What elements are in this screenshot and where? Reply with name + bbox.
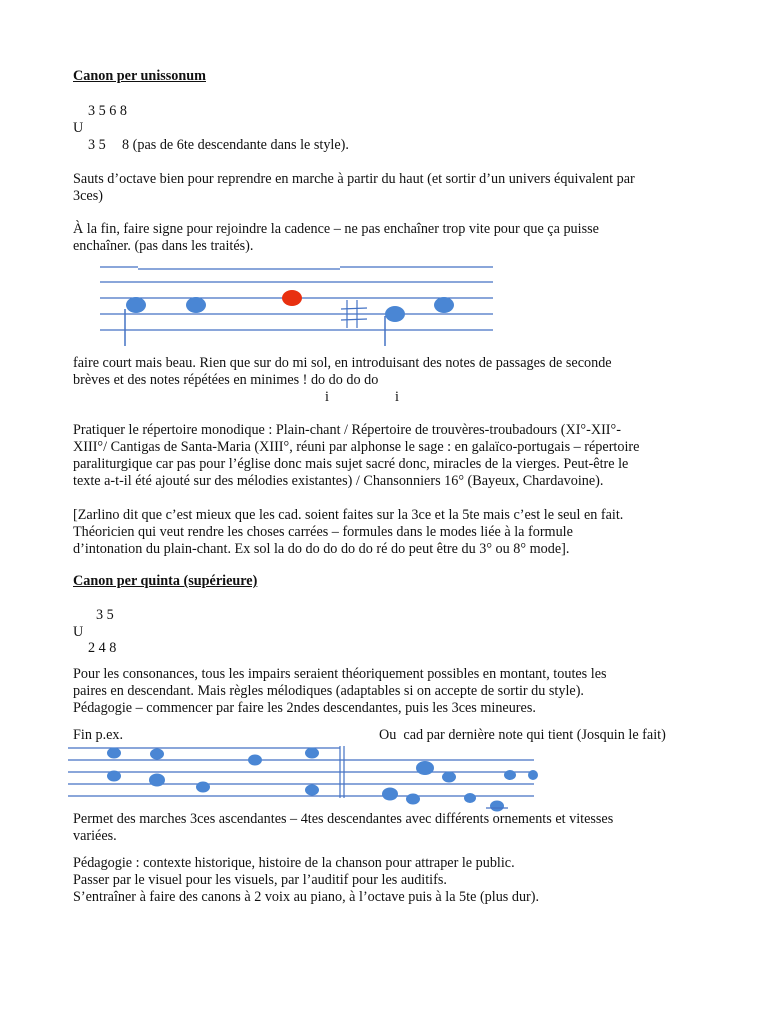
paragraph-octave-l1: Sauts d’octave bien pour reprendre en marche à partir du haut (et sortir d’un univers équivalent par (73, 171, 635, 187)
paragraph-repertoire-l2: XIII°/ Cantigas de Santa-Maria (XIII°, réuni par alphonse le sage : en galaïco-portugais – répertoire (73, 439, 640, 455)
note-head (464, 793, 476, 803)
paragraph-repertoire-l4: texte a-t-il été ajouté sur des mélodies existantes) / Chansonniers 16° (Bayeux, Chardavoine). (73, 473, 604, 489)
note-head-highlight (282, 290, 302, 306)
note-head (186, 297, 206, 313)
staff-lines (68, 746, 534, 798)
under-mark-1: i (325, 389, 329, 405)
unison-mark-2: U (73, 624, 84, 640)
paragraph-zarlino-l2: Théoricien qui veut rendre les choses carrées – formules dans le modes liée à la formule (73, 524, 573, 540)
note-head (504, 770, 516, 780)
interval-lower-row: 3 5 (88, 137, 106, 153)
paragraph-marches-l1: Permet des marches 3ces ascendantes – 4tes descendantes avec différents ornements et vitesses (73, 811, 614, 827)
notes (107, 748, 538, 812)
paragraph-pedagogie-l1: Pédagogie : contexte historique, histoire de la chanson pour attraper le public. (73, 855, 515, 871)
note-head (416, 761, 434, 775)
paragraph-consonances-l1: Pour les consonances, tous les impairs seraient théoriquement possibles en montant, toutes les (73, 666, 607, 682)
note-head (149, 774, 165, 787)
paragraph-zarlino-l1: [Zarlino dit que c’est mieux que les cad. soient faites sur la 3ce et la 5te mais c’est le seul en fait. (73, 507, 624, 523)
interval-upper-row-2: 3 5 (96, 607, 114, 623)
note-head (528, 770, 538, 780)
note-head (382, 788, 398, 801)
example-right-label: Ou cad par dernière note qui tient (Josquin le fait) (379, 727, 666, 743)
paragraph-zarlino-l3: d’intonation du plain-chant. Ex sol la do do do do do ré do peut être du 3° ou 8° mode]. (73, 541, 570, 557)
unison-mark: U (73, 120, 84, 136)
example-left-label: Fin p.ex. (73, 727, 124, 743)
note-head (385, 306, 405, 322)
note-head (305, 748, 319, 759)
note-head (434, 297, 454, 313)
note-head (150, 749, 164, 760)
note-head (305, 785, 319, 796)
note-head (490, 801, 504, 812)
paragraph-pedagogie-l3: S’entraîner à faire des canons à 2 voix au piano, à l’octave puis à la 5te (plus dur). (73, 889, 540, 905)
paragraph-repertoire-l1: Pratiquer le répertoire monodique : Plain-chant / Répertoire de trouvères-troubadours (XI°-XII°- (73, 422, 621, 438)
interval-lower-note: 8 (pas de 6te descendante dans le style). (122, 137, 349, 153)
paragraph-pedagogie-l2: Passer par le visuel pour les visuels, par l’auditif pour les auditifs. (73, 872, 447, 888)
paragraph-consonances-l2: paires en descendant. Mais règles mélodiques (adaptables si on accepte de sortir du style). (73, 683, 584, 699)
paragraph-court-l2: brèves et des notes répétées en minimes ! do do do do (73, 372, 379, 388)
note-head (196, 782, 210, 793)
paragraph-fin-l2: enchaîner. (pas dans les traités). (73, 238, 254, 254)
section-title-quinta: Canon per quinta (supérieure) (73, 573, 258, 589)
section-title-unissonum: Canon per unissonum (73, 68, 206, 84)
interval-lower-row-2: 2 4 8 (88, 640, 117, 656)
interval-upper-row: 3 5 6 8 (88, 103, 128, 119)
note-head (406, 794, 420, 805)
under-mark-2: i (395, 389, 399, 405)
paragraph-consonances-l3: Pédagogie – commencer par faire les 2ndes descendantes, puis les 3ces mineures. (73, 700, 536, 716)
paragraph-marches-l2: variées. (73, 828, 117, 844)
music-staff-2 (68, 742, 538, 814)
paragraph-repertoire-l3: paraliturgique car pas pour l’église donc mais sujet sacré donc, miracles de la vierges. Peut-être le (73, 456, 629, 472)
paragraph-court-l1: faire court mais beau. Rien que sur do mi sol, en introduisant des notes de passages de seconde (73, 355, 612, 371)
note-head (248, 755, 262, 766)
music-staff-1 (95, 262, 495, 347)
note-head (442, 772, 456, 783)
note-head (107, 748, 121, 759)
paragraph-fin-l1: À la fin, faire signe pour rejoindre la cadence – ne pas enchaîner trop vite pour que ça puisse (73, 221, 599, 237)
note-head (107, 771, 121, 782)
paragraph-octave-l2: 3ces) (73, 188, 103, 204)
note-head (126, 297, 146, 313)
